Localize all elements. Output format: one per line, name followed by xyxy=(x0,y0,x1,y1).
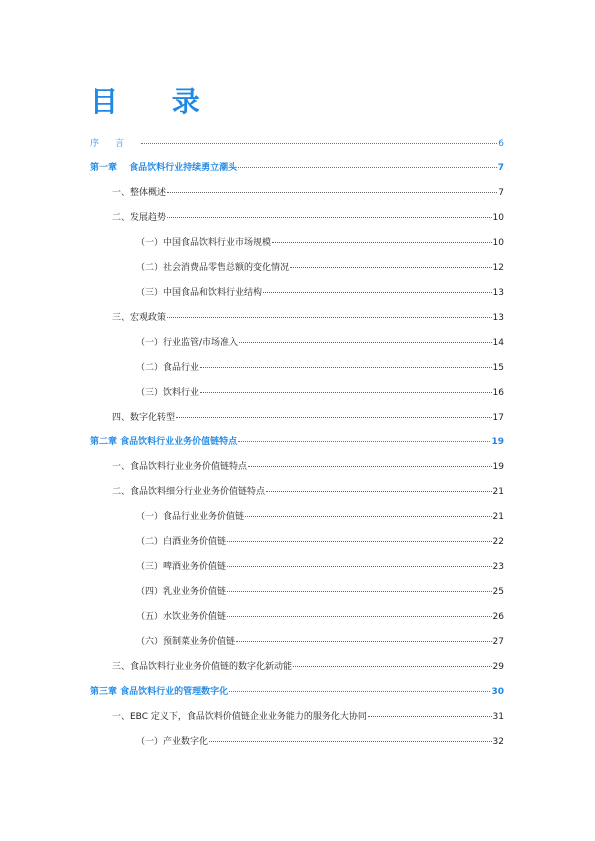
toc-entry[interactable] xyxy=(112,310,504,326)
toc-entry-page: 17 xyxy=(492,413,504,423)
toc-entry-title: 序言 xyxy=(90,139,141,149)
toc-entry-title: （二）食品行业 xyxy=(136,363,200,373)
leader-dots xyxy=(236,641,492,642)
toc-entry[interactable] xyxy=(136,335,504,351)
page-title: 目 录 xyxy=(90,85,222,118)
toc-entry[interactable] xyxy=(136,559,504,575)
toc-entry-page: 6 xyxy=(498,139,504,149)
toc-entry[interactable] xyxy=(136,634,504,650)
toc-entry-title: （一）产业数字化 xyxy=(136,737,209,747)
toc-entry-title: （六）预制菜业务价值链 xyxy=(136,637,236,647)
toc-entry-title: （四）乳业业务价值链 xyxy=(136,587,227,597)
toc-entry-title: 第一章 食品饮料行业持续勇立潮头 xyxy=(90,163,238,173)
leader-dots xyxy=(263,292,492,293)
leader-dots xyxy=(227,591,492,592)
toc-entry[interactable] xyxy=(112,410,504,426)
toc-entry-title: （五）水饮业务价值链 xyxy=(136,612,227,622)
toc-entry[interactable] xyxy=(136,235,504,251)
toc-entry[interactable] xyxy=(136,285,504,301)
toc-entry-page: 13 xyxy=(492,288,504,298)
leader-dots xyxy=(200,392,492,393)
leader-dots xyxy=(209,741,492,742)
leader-dots xyxy=(227,541,492,542)
toc-entry-title: 一、EBC 定义下，食品饮料价值链企业业务能力的服务化大协同 xyxy=(112,712,367,722)
leader-dots xyxy=(227,616,492,617)
toc-entry-page: 25 xyxy=(492,587,504,597)
toc-entry-title: 第二章 食品饮料行业业务价值链特点 xyxy=(90,437,238,447)
leader-dots xyxy=(141,143,497,144)
toc-entry-page: 27 xyxy=(492,637,504,647)
toc-entry-title: （三）中国食品和饮料行业结构 xyxy=(136,288,263,298)
toc-entry-page: 13 xyxy=(492,313,504,323)
toc-entry-page: 21 xyxy=(492,512,504,522)
toc-entry-page: 30 xyxy=(491,687,504,697)
toc-entry[interactable] xyxy=(136,609,504,625)
toc-entry-page: 19 xyxy=(491,437,504,447)
toc-entry[interactable] xyxy=(136,360,504,376)
toc-entry[interactable] xyxy=(112,210,504,226)
leader-dots xyxy=(238,441,490,442)
leader-dots xyxy=(290,267,492,268)
toc-entry-preface[interactable] xyxy=(90,136,504,152)
toc-entry-title: （二）社会消费品零售总额的变化情况 xyxy=(136,263,290,273)
toc-entry-title: （二）白酒业务价值链 xyxy=(136,537,227,547)
leader-dots xyxy=(239,342,492,343)
toc-entry-page: 23 xyxy=(492,562,504,572)
toc-entry-page: 10 xyxy=(492,213,504,223)
leader-dots xyxy=(227,566,492,567)
toc-entry-page: 26 xyxy=(492,612,504,622)
leader-dots xyxy=(238,167,497,168)
toc-entry[interactable] xyxy=(136,584,504,600)
leader-dots xyxy=(368,716,492,717)
toc-entry[interactable] xyxy=(112,484,504,500)
leader-dots xyxy=(245,516,492,517)
toc-entry-title: 一、整体概述 xyxy=(112,188,167,198)
toc-entry-chapter-1[interactable] xyxy=(90,160,504,176)
toc-entry-page: 19 xyxy=(492,462,504,472)
toc-entry-title: （一）食品行业业务价值链 xyxy=(136,512,245,522)
toc-entry-page: 22 xyxy=(492,537,504,547)
toc-entry-page: 14 xyxy=(492,338,504,348)
toc-entry-page: 12 xyxy=(492,263,504,273)
toc-entry-title: （一）中国食品饮料行业市场规模 xyxy=(136,238,272,248)
toc-entry-title: （三）饮料行业 xyxy=(136,388,200,398)
toc-entry-title: 三、宏观政策 xyxy=(112,313,167,323)
toc-entry-page: 7 xyxy=(497,163,504,173)
leader-dots xyxy=(167,217,492,218)
toc-entry-page: 15 xyxy=(492,363,504,373)
toc-entry-title: 四、数字化转型 xyxy=(112,413,176,423)
toc-entry-title: 三、食品饮料行业业务价值链的数字化新动能 xyxy=(112,662,293,672)
toc-entry-page: 21 xyxy=(492,487,504,497)
toc-entry-page: 7 xyxy=(498,188,504,198)
leader-dots xyxy=(167,317,492,318)
toc-entry-chapter-3[interactable] xyxy=(90,684,504,700)
toc-entry-title: （三）啤酒业务价值链 xyxy=(136,562,227,572)
toc-entry[interactable] xyxy=(112,659,504,675)
toc-entry-page: 29 xyxy=(492,662,504,672)
toc-entry-title: （一）行业监管/市场准入 xyxy=(136,338,239,348)
leader-dots xyxy=(167,192,497,193)
toc-entry-title: 第三章 食品饮料行业的管理数字化 xyxy=(90,687,229,697)
toc-entry-page: 10 xyxy=(492,238,504,248)
leader-dots xyxy=(272,242,492,243)
toc-entry-page: 31 xyxy=(492,712,504,722)
toc-entry-page: 16 xyxy=(492,388,504,398)
toc-entry[interactable] xyxy=(112,459,504,475)
toc-entry[interactable] xyxy=(136,385,504,401)
toc-entry-title: 一、食品饮料行业业务价值链特点 xyxy=(112,462,248,472)
leader-dots xyxy=(200,367,492,368)
toc-entry[interactable] xyxy=(136,534,504,550)
leader-dots xyxy=(176,417,492,418)
leader-dots xyxy=(266,491,492,492)
toc-entry[interactable] xyxy=(136,260,504,276)
leader-dots xyxy=(229,691,490,692)
toc-entry[interactable] xyxy=(112,185,504,201)
leader-dots xyxy=(248,466,492,467)
toc-entry[interactable] xyxy=(136,734,504,750)
toc-entry-title: 二、发展趋势 xyxy=(112,213,167,223)
toc-entry[interactable] xyxy=(136,509,504,525)
leader-dots xyxy=(293,666,492,667)
toc-entry-title: 二、食品饮料细分行业业务价值链特点 xyxy=(112,487,266,497)
toc-entry-page: 32 xyxy=(492,737,504,747)
toc-entry-chapter-2[interactable] xyxy=(90,434,504,450)
toc-entry[interactable] xyxy=(112,709,504,725)
